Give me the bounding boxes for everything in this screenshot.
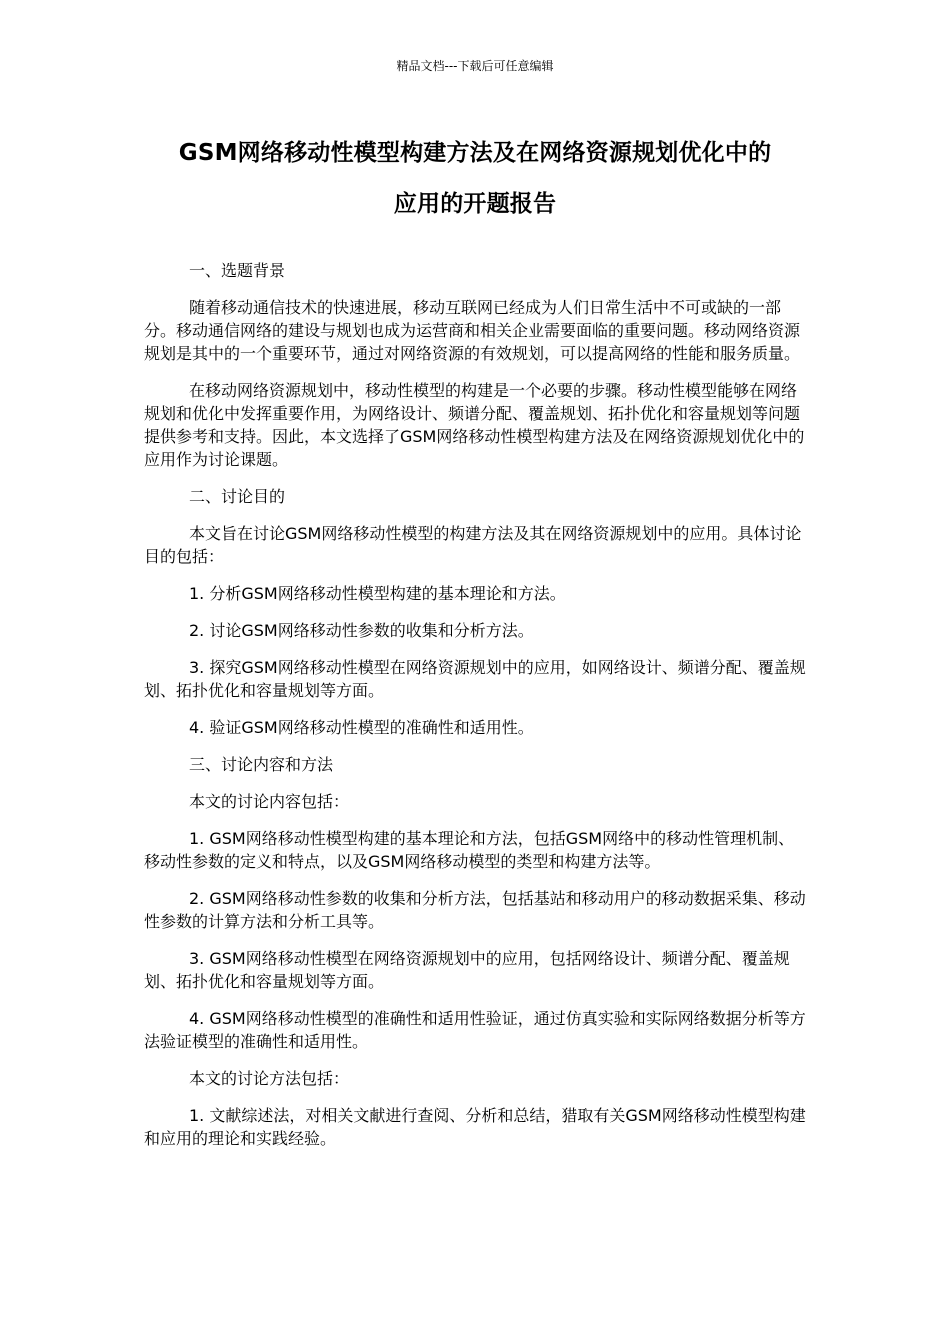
paragraph-background-2: 在移动网络资源规划中，移动性模型的构建是一个必要的步骤。移动性模型能够在网络规划和优化中发挥重要作用，为网络设计、频谱分配、覆盖规划、拓扑优化和容量规划等问题提供参考和支持。因此，本文选择了GSM网络移动性模型构建方法及在网络资源规划优化中的应用作为讨论课题。: [144, 381, 805, 469]
list-item-content-3: 3. GSM网络移动性模型在网络资源规划中的应用，包括网络设计、频谱分配、覆盖规划、拓扑优化和容量规划等方面。: [144, 949, 790, 991]
list-item-content-1: 1. GSM网络移动性模型构建的基本理论和方法，包括GSM网络中的移动性管理机制、移动性参数的定义和特点，以及GSM网络移动模型的类型和构建方法等。: [144, 829, 795, 871]
list-item-methods-1: 1. 文献综述法，对相关文献进行查阅、分析和总结，猎取有关GSM网络移动性模型构建和应用的理论和实践经验。: [144, 1106, 806, 1148]
document-title-line-2: 应用的开题报告: [393, 191, 557, 217]
list-item-content-4: 4. GSM网络移动性模型的准确性和适用性验证，通过仿真实验和实际网络数据分析等方法验证模型的准确性和适用性。: [144, 1009, 806, 1051]
list-item-purpose-1: 1. 分析GSM网络移动性模型构建的基本理论和方法。: [189, 584, 566, 603]
document-title-line-1: GSM网络移动性模型构建方法及在网络资源规划优化中的: [178, 140, 772, 166]
section-heading-purpose: 二、讨论目的: [189, 487, 286, 506]
section-heading-background: 一、选题背景: [189, 261, 286, 280]
section-heading-content-methods: 三、讨论内容和方法: [189, 755, 334, 774]
paragraph-purpose-intro: 本文旨在讨论GSM网络移动性模型的构建方法及其在网络资源规划中的应用。具体讨论目的包括：: [144, 524, 802, 566]
paragraph-methods-intro: 本文的讨论方法包括：: [189, 1069, 350, 1088]
paragraph-background-1: 随着移动通信技术的快速进展，移动互联网已经成为人们日常生活中不可或缺的一部分。移动通信网络的建设与规划也成为运营商和相关企业需要面临的重要问题。移动网络资源规划是其中的一个重要环节，通过对网络资源的有效规划，可以提高网络的性能和服务质量。: [144, 298, 801, 363]
paragraph-content-intro: 本文的讨论内容包括：: [189, 792, 350, 811]
document-body: [144, 259, 810, 1164]
header-note: 精品文档---下载后可任意编辑: [396, 59, 554, 73]
list-item-purpose-2: 2. 讨论GSM网络移动性参数的收集和分析方法。: [189, 621, 534, 640]
list-item-purpose-3: 3. 探究GSM网络移动性模型在网络资源规划中的应用，如网络设计、频谱分配、覆盖规划、拓扑优化和容量规划等方面。: [144, 658, 806, 700]
list-item-content-2: 2. GSM网络移动性参数的收集和分析方法，包括基站和移动用户的移动数据采集、移动性参数的计算方法和分析工具等。: [144, 889, 806, 931]
list-item-purpose-4: 4. 验证GSM网络移动性模型的准确性和适用性。: [189, 718, 534, 737]
